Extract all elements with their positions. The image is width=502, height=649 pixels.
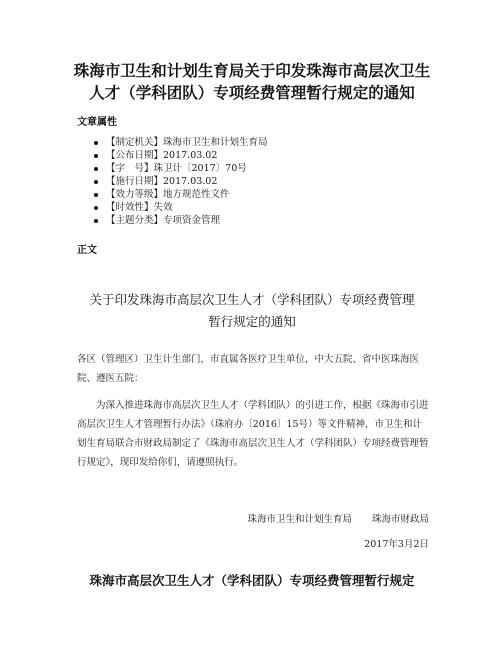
attributes-list xyxy=(94,136,268,227)
regulation-title: 珠海市高层次卫生人才（学科团队）专项经费管理暂行规定 xyxy=(89,573,415,588)
attribute-item: 【效力等级】地方规范性文件 xyxy=(94,188,268,201)
notice-title-line2: 暂行规定的通知 xyxy=(208,314,296,329)
body-label: 正文 xyxy=(77,245,97,256)
signer-finance-bureau: 珠海市财政局 xyxy=(371,514,429,525)
notice-addressee: 各区（管理区）卫生计生部门，市直属各医疗卫生单位，中大五院、省中医珠海医院、遵医五院： xyxy=(77,354,420,384)
document-title-line2: 人才（学科团队）专项经费管理暂行规定的通知 xyxy=(89,84,415,102)
document-title xyxy=(62,60,442,104)
notice-date: 2017年3月2日 xyxy=(364,539,429,550)
attribute-item: 【制定机关】珠海市卫生和计划生育局 xyxy=(94,136,268,149)
signer-health-bureau: 珠海市卫生和计划生育局 xyxy=(247,514,352,525)
notice-title xyxy=(62,289,442,333)
attributes-label: 文章属性 xyxy=(77,117,117,128)
document-title-line1: 珠海市卫生和计划生育局关于印发珠海市高层次卫生 xyxy=(73,62,431,80)
attribute-item: 【公布日期】2017.03.02 xyxy=(94,149,268,162)
notice-body-paragraph: 为深入推进珠海市高层次卫生人才（学科团队）的引进工作，根据《珠海市引进高层次卫生人才管理暂行办法》（珠府办〔2016〕15号）等文件精神，市卫生和计划生育局联合市财政局制定了《珠海市高层次卫生人才（学科团队）专项经费管理暂行规定》，现印发给你们，请遵照执行。 xyxy=(77,400,429,468)
attribute-item: 【时效性】失效 xyxy=(94,201,268,214)
notice-signers xyxy=(247,511,429,525)
attribute-item: 【主题分类】专项资金管理 xyxy=(94,214,268,227)
notice-title-line1: 关于印发珠海市高层次卫生人才（学科团队）专项经费管理 xyxy=(89,292,415,307)
attribute-item: 【字 号】珠卫计〔2017〕70号 xyxy=(94,162,268,175)
attribute-item: 【施行日期】2017.03.02 xyxy=(94,175,268,188)
